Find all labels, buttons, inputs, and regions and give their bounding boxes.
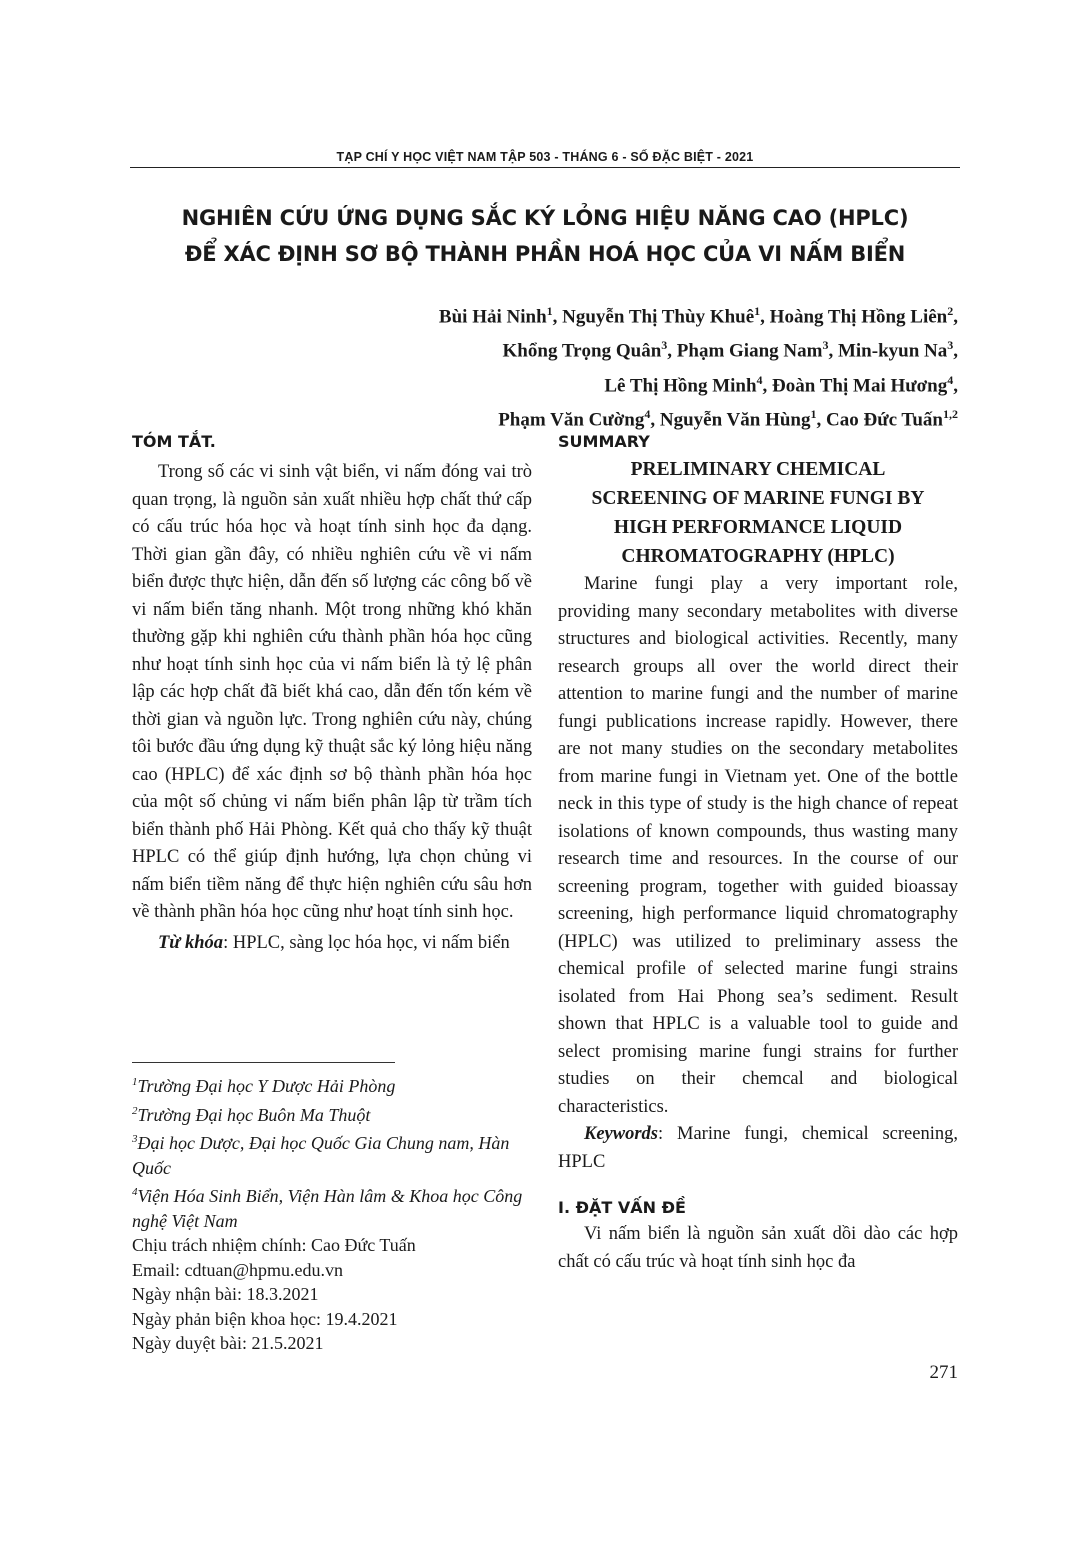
- author-line: [198, 331, 958, 365]
- author-name: Khổng Trọng Quân: [502, 340, 662, 362]
- summary-title-line: PRELIMINARY CHEMICAL: [630, 459, 886, 480]
- summary-keywords: [558, 1121, 958, 1176]
- keywords-label: Keywords: [584, 1124, 658, 1144]
- paper-title: [100, 200, 990, 272]
- author-affiliation-sup: 1,2: [943, 406, 958, 421]
- author-affiliation-sup: 4: [947, 372, 954, 387]
- title-line-1: NGHIÊN CỨU ỨNG DỤNG SẮC KÝ LỎNG HIỆU NĂNG CAO (HPLC): [181, 206, 909, 230]
- summary-title-line: HIGH PERFORMANCE LIQUID: [613, 517, 903, 538]
- author-affiliation-sup: 1: [810, 406, 817, 421]
- author-separator: ,: [760, 306, 770, 328]
- summary-title-line: SCREENING OF MARINE FUNGI BY: [591, 488, 925, 509]
- author-separator: ,: [828, 340, 838, 362]
- author-name: Min-kyun Na: [837, 340, 948, 362]
- footnote-sup: 3: [132, 1133, 138, 1145]
- author-name: Phạm Giang Nam: [676, 340, 823, 362]
- author-name: Lê Thị Hồng Minh: [604, 374, 757, 396]
- author-line: [198, 400, 958, 434]
- author-list: [198, 297, 958, 434]
- author-affiliation-sup: 4: [756, 372, 763, 387]
- footnote-sup: 2: [132, 1104, 138, 1117]
- summary-heading: SUMMARY: [558, 432, 650, 451]
- footnote-rule: [132, 1062, 395, 1063]
- author-separator: ,: [953, 340, 958, 362]
- author-name: Phạm Văn Cường: [498, 409, 645, 431]
- author-affiliation-sup: 1: [754, 304, 761, 318]
- author-separator: ,: [816, 409, 826, 431]
- author-separator: ,: [953, 306, 958, 328]
- author-line: [198, 366, 958, 400]
- author-separator: ,: [650, 409, 660, 431]
- author-affiliation-sup: 2: [947, 304, 954, 318]
- journal-header: TẠP CHÍ Y HỌC VIỆT NAM TẬP 503 - THÁNG 6 - SỐ ĐẶC BIỆT - 2021: [336, 150, 754, 164]
- header-rule: [130, 167, 960, 168]
- footnote-sup: 4: [132, 1186, 138, 1198]
- footnote-affiliation: [132, 1070, 532, 1099]
- author-separator: ,: [762, 374, 773, 396]
- author-affiliation-sup: 3: [947, 338, 954, 353]
- footnote-text: Trường Đại học Y Dược Hải Phòng: [137, 1076, 396, 1096]
- correspondence-author: Chịu trách nhiệm chính: Cao Đức Tuấn: [132, 1235, 416, 1255]
- author-name: Nguyễn Thị Thùy Khuê: [562, 306, 755, 328]
- footnote-text: Đại học Dược, Đại học Quốc Gia Chung nam, Hàn Quốc: [132, 1133, 510, 1178]
- summary-title: [558, 455, 958, 571]
- author-affiliation-sup: 3: [822, 338, 829, 353]
- keywords-text: : HPLC, sàng lọc hóa học, vi nấm biển: [223, 932, 510, 953]
- author-separator: ,: [552, 306, 563, 328]
- footnote-affiliation: [132, 1127, 532, 1180]
- footnote-text: Viện Hóa Sinh Biển, Viện Hàn lâm & Khoa học Công nghệ Việt Nam: [132, 1186, 523, 1231]
- footnote-text: Trường Đại học Buôn Ma Thuột: [137, 1104, 371, 1125]
- footnote-affiliation: [132, 1180, 532, 1233]
- abstract-vi: [132, 432, 532, 957]
- summary-title-line: CHROMATOGRAPHY (HPLC): [621, 546, 895, 567]
- author-separator: ,: [667, 340, 677, 362]
- author-affiliation-sup: 3: [661, 338, 668, 353]
- received-date: Ngày nhận bài: 18.3.2021: [132, 1284, 319, 1304]
- author-separator: ,: [953, 374, 958, 396]
- author-line: [198, 297, 958, 331]
- accepted-date: Ngày duyệt bài: 21.5.2021: [132, 1333, 324, 1353]
- author-name: Bùi Hải Ninh: [438, 306, 547, 328]
- abstract-vi-text: Trong số các vi sinh vật biển, vi nấm đóng vai trò quan trọng, là nguồn sản xuất nhiều hợp chất thứ cấp có cấu trúc hóa học và hoạt tính sinh học đa dạng. Thời gian gần đây, có nhiều nghiên cứu về vi nấm biển được thực hiện, dẫn đến số lượng các công bố về vi nấm biển tăng nhanh. Một trong những khó khăn thường gặp khi nghiên cứu thành phần hóa học cũng như hoạt tính sinh học của vi nấm biển là tỷ lệ phân lập các hợp chất đã biết khá cao, dẫn đến tốn kém về thời gian và nguồn lực. Trong nghiên cứu này, chúng tôi bước đầu ứng dụng kỹ thuật sắc ký lỏng hiệu năng cao (HPLC) để xác định sơ bộ thành phần hóa học của một số chủng vi nấm biển phân lập từ trầm tích biển thành phố Hải Phòng. Kết quả cho thấy kỹ thuật HPLC có thể giúp định hướng, lựa chọn chủng vi nấm biển tiềm năng để thực hiện nghiên cứu sâu hơn về thành phần hóa học cũng như hoạt tính sinh học.: [132, 462, 532, 922]
- author-name: Đoàn Thị Mai Hương: [772, 374, 948, 396]
- footnote-affiliation: [132, 1099, 532, 1128]
- reviewed-date: Ngày phản biện khoa học: 19.4.2021: [132, 1308, 398, 1329]
- author-name: Cao Đức Tuấn: [826, 409, 943, 431]
- footnote-sup: 1: [132, 1076, 138, 1088]
- abstract-vi-keywords: [132, 930, 532, 958]
- author-name: Nguyễn Văn Hùng: [659, 409, 811, 431]
- keywords-label: Từ khóa: [158, 932, 224, 953]
- abstract-vi-heading: TÓM TẮT.: [132, 432, 216, 451]
- section-1-text: Vi nấm biển là nguồn sản xuất dồi dào các hợp chất có cấu trúc và hoạt tính sinh học đa: [558, 1224, 958, 1272]
- footnotes: [132, 1070, 532, 1356]
- author-affiliation-sup: 4: [644, 406, 651, 421]
- keywords-text: : Marine fungi, chemical screening, HPLC: [558, 1124, 958, 1172]
- page-number: 271: [929, 1362, 958, 1383]
- title-line-2: ĐỂ XÁC ĐỊNH SƠ BỘ THÀNH PHẦN HOÁ HỌC CỦA VI NẤM BIỂN: [184, 242, 906, 266]
- summary-text: Marine fungi play a very important role, providing many secondary metabolites with diverse structures and biological activities. Recently, many research groups all over the world direct their attention to marine fungi and the number of marine fungi publications increase rapidly. However, there are not many studies on the secondary metabolites from marine fungi in Vietnam yet. One of the bottle neck in this type of study is the high chance of repeat isolations of known compounds, thus wasting many research time and resources. In the course of our screening program, together with guided bioassay screening, high performance liquid chromatography (HPLC) was utilized to preliminary assess the chemical profile of selected marine fungi strains isolated from Hai Phong sea’s sediment. Result shown that HPLC is a valuable tool to guide and select promising marine fungi strains for further studies on their chemcal and biological characteristics.: [558, 574, 958, 1117]
- section-1-heading: I. ĐẶT VẤN ĐỀ: [558, 1198, 686, 1217]
- author-affiliation-sup: 1: [546, 304, 553, 318]
- summary-en: [558, 432, 958, 1276]
- correspondence-email: Email: cdtuan@hpmu.edu.vn: [132, 1259, 344, 1280]
- author-name: Hoàng Thị Hồng Liên: [769, 306, 948, 328]
